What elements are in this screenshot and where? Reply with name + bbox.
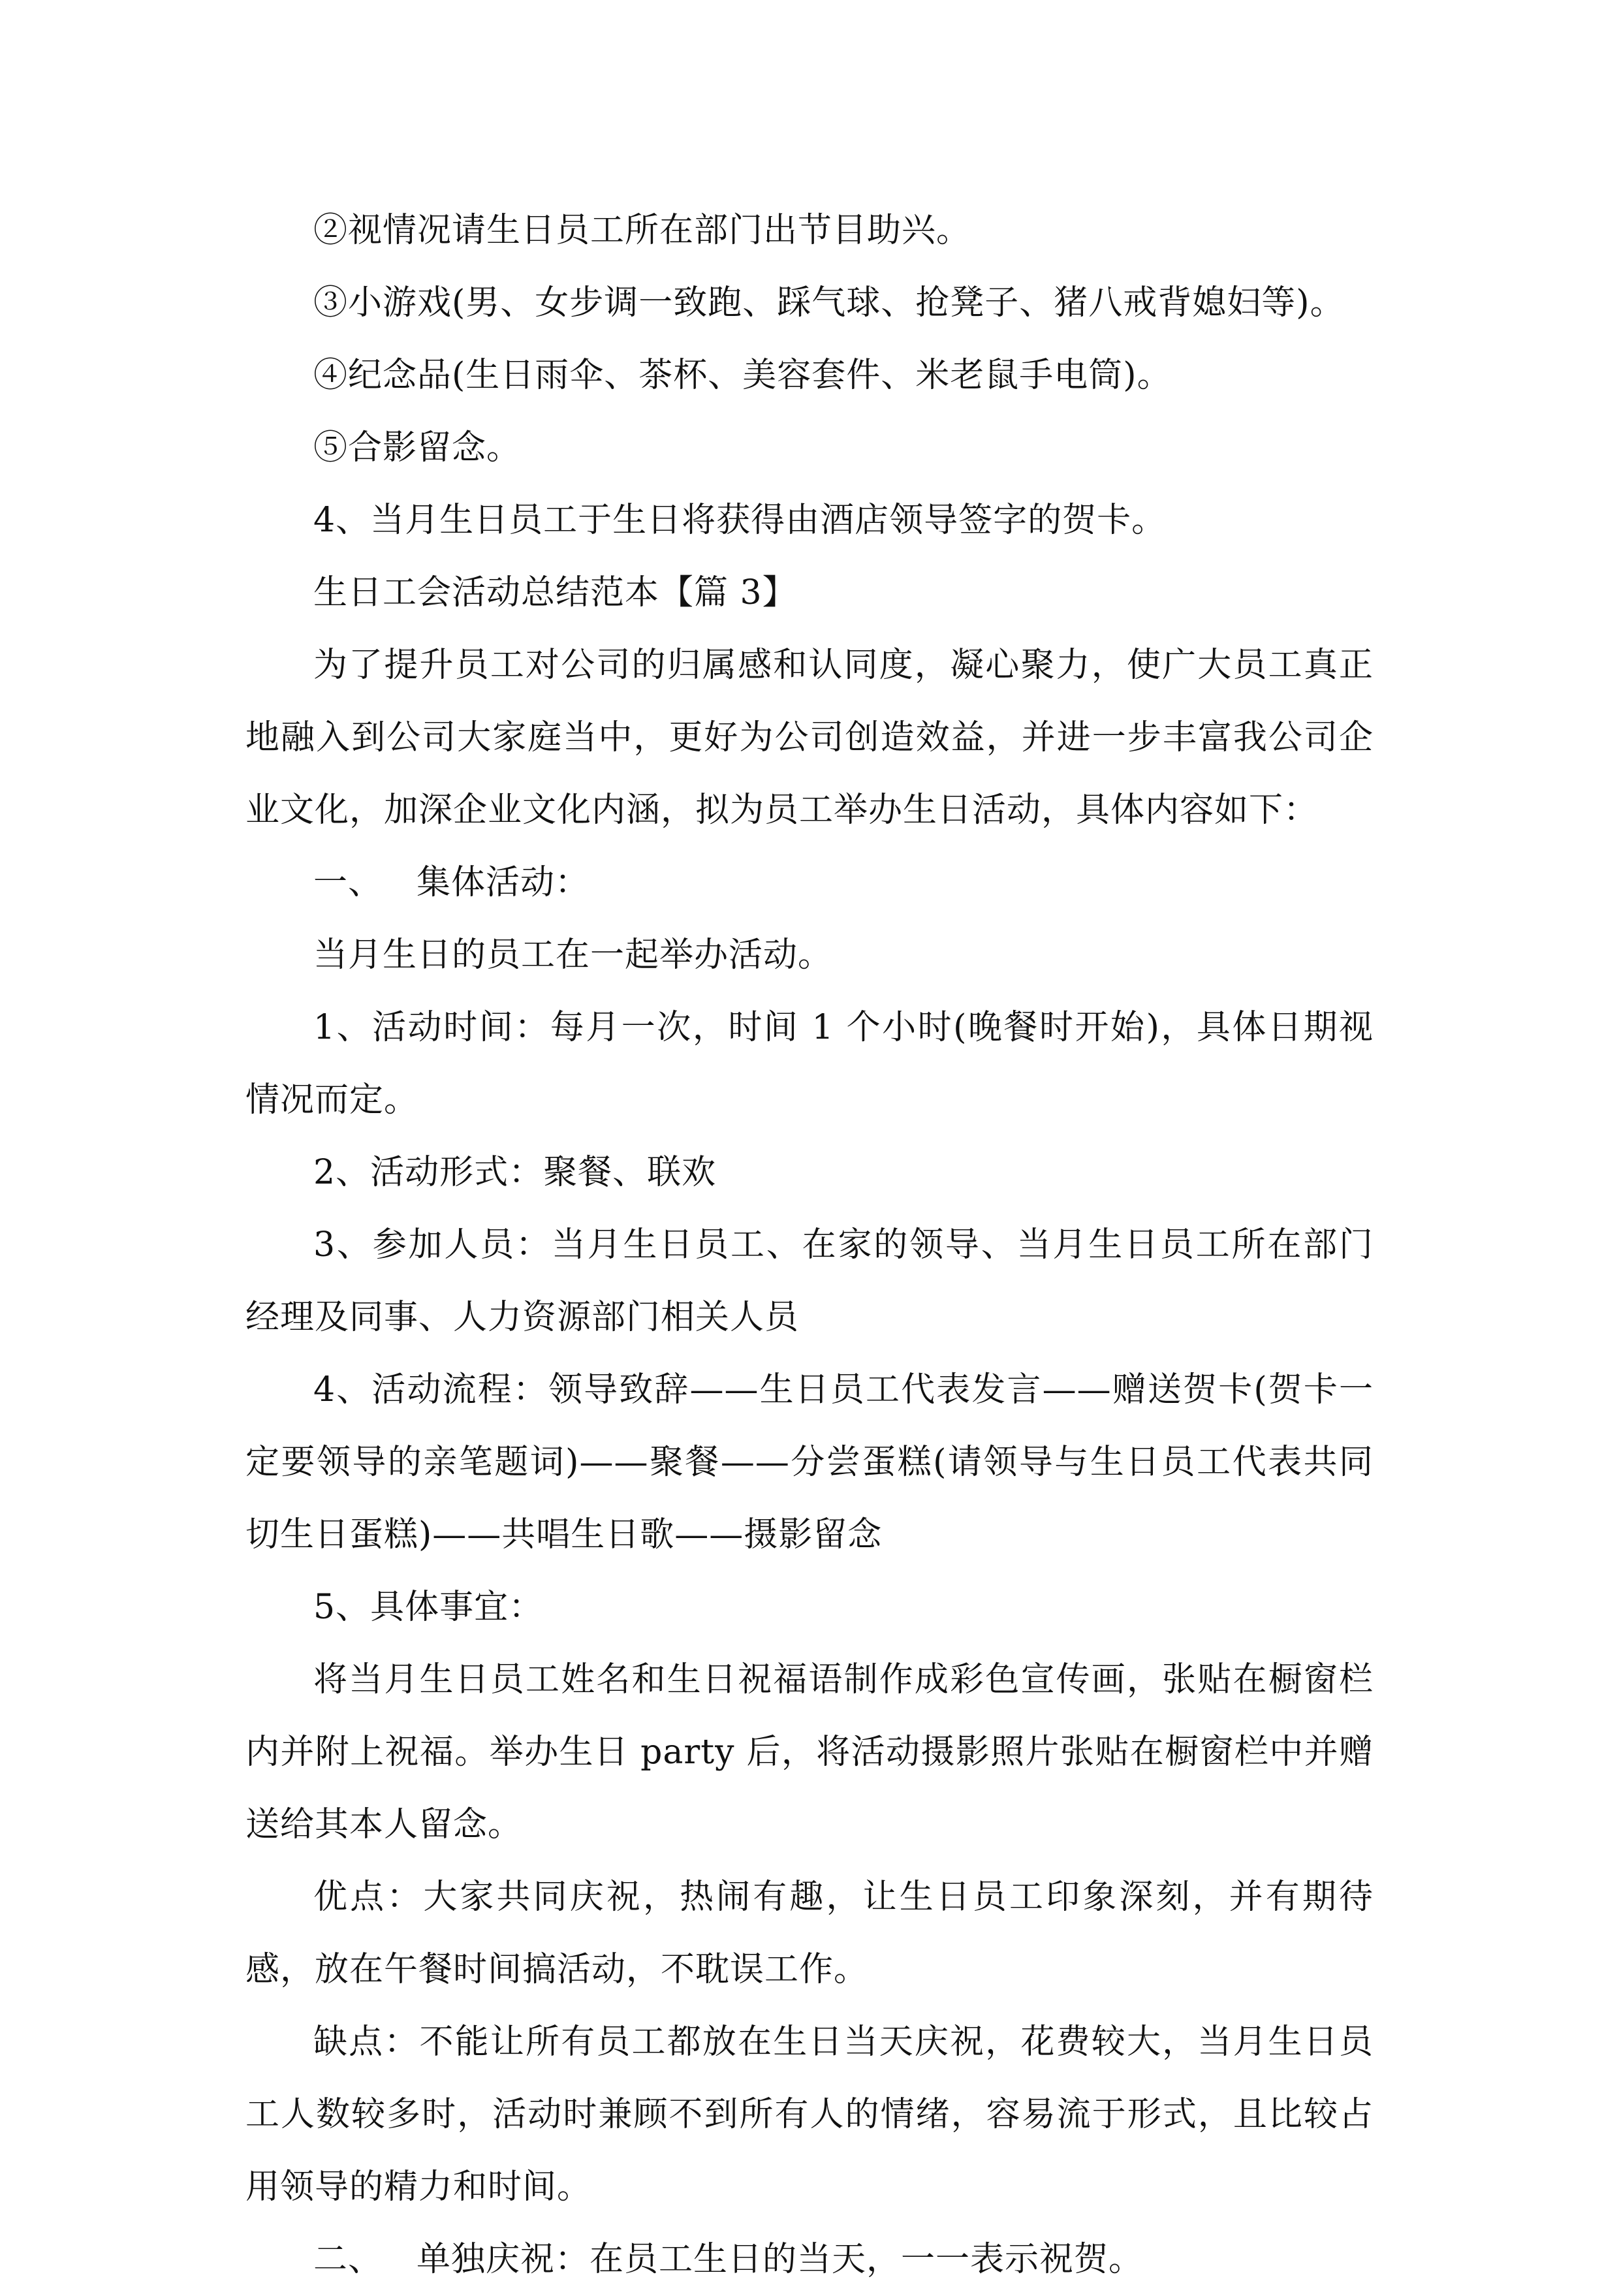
heading-number: 一、 [313, 863, 383, 902]
paragraph-intro: 为了提升员工对公司的归属感和认同度，凝心聚力，使广大员工真正地融入到公司大家庭当中，更好为公司创造效益，并进一步丰富我公司企业文化，加深企业文化内涵，拟为员工举办生日活动，具体内容如下： [245, 646, 1374, 830]
paragraph-program-performance: ②视情况请生日员工所在部门出节目助兴。 [313, 211, 971, 250]
paragraph-small-games: ③小游戏(男、女步调一致跑、踩气球、抢凳子、猪八戒背媳妇等)。 [313, 283, 1345, 322]
document-body [245, 195, 1374, 2296]
paragraph-souvenirs: ④纪念品(生日雨伞、茶杯、美容套件、米老鼠手电筒)。 [313, 356, 1172, 395]
paragraph-disadvantages: 缺点：不能让所有员工都放在生日当天庆祝，花费较大，当月生日员工人数较多时，活动时兼顾不到所有人的情绪，容易流于形式，且比较占用领导的精力和时间。 [245, 2022, 1374, 2207]
heading-number: 二、 [313, 2240, 383, 2279]
paragraph-activity-form: 2、活动形式：聚餐、联欢 [313, 1153, 717, 1192]
heading-text: 单独庆祝：在员工生日的当天，一一表示祝贺。 [417, 2240, 1144, 2279]
paragraph-poster: 将当月生日员工姓名和生日祝福语制作成彩色宣传画，张贴在橱窗栏内并附上祝福。举办生日 party 后，将活动摄影照片张贴在橱窗栏中并赠送给其本人留念。 [245, 1660, 1374, 1844]
paragraph-greeting-card: 4、当月生日员工于生日将获得由酒店领导签字的贺卡。 [313, 501, 1167, 540]
heading-individual-celebration [245, 2224, 1374, 2296]
paragraph-advantages: 优点：大家共同庆祝，热闹有趣，让生日员工印象深刻，并有期待感，放在午餐时间搞活动，不耽误工作。 [245, 1878, 1374, 1989]
paragraph-activity-time: 1、活动时间：每月一次，时间 1 个小时(晚餐时开始)，具体日期视情况而定。 [245, 1008, 1374, 1120]
paragraph-group-description: 当月生日的员工在一起举办活动。 [313, 936, 833, 975]
paragraph-specific-matters: 5、具体事宜： [313, 1588, 544, 1627]
paragraph-group-photo: ⑤合影留念。 [313, 428, 522, 467]
heading-group-activity [245, 847, 1374, 919]
section-title: 生日工会活动总结范本【篇 3】 [313, 573, 797, 612]
paragraph-activity-process: 4、活动流程：领导致辞——生日员工代表发言——赠送贺卡(贺卡一定要领导的亲笔题词)——聚餐——分尝蛋糕(请领导与生日员工代表共同切生日蛋糕)——共唱生日歌——摄影留念 [245, 1370, 1374, 1554]
heading-text: 集体活动： [417, 863, 590, 902]
paragraph-participants: 3、参加人员：当月生日员工、在家的领导、当月生日员工所在部门经理及同事、人力资源部门相关人员 [245, 1225, 1374, 1337]
